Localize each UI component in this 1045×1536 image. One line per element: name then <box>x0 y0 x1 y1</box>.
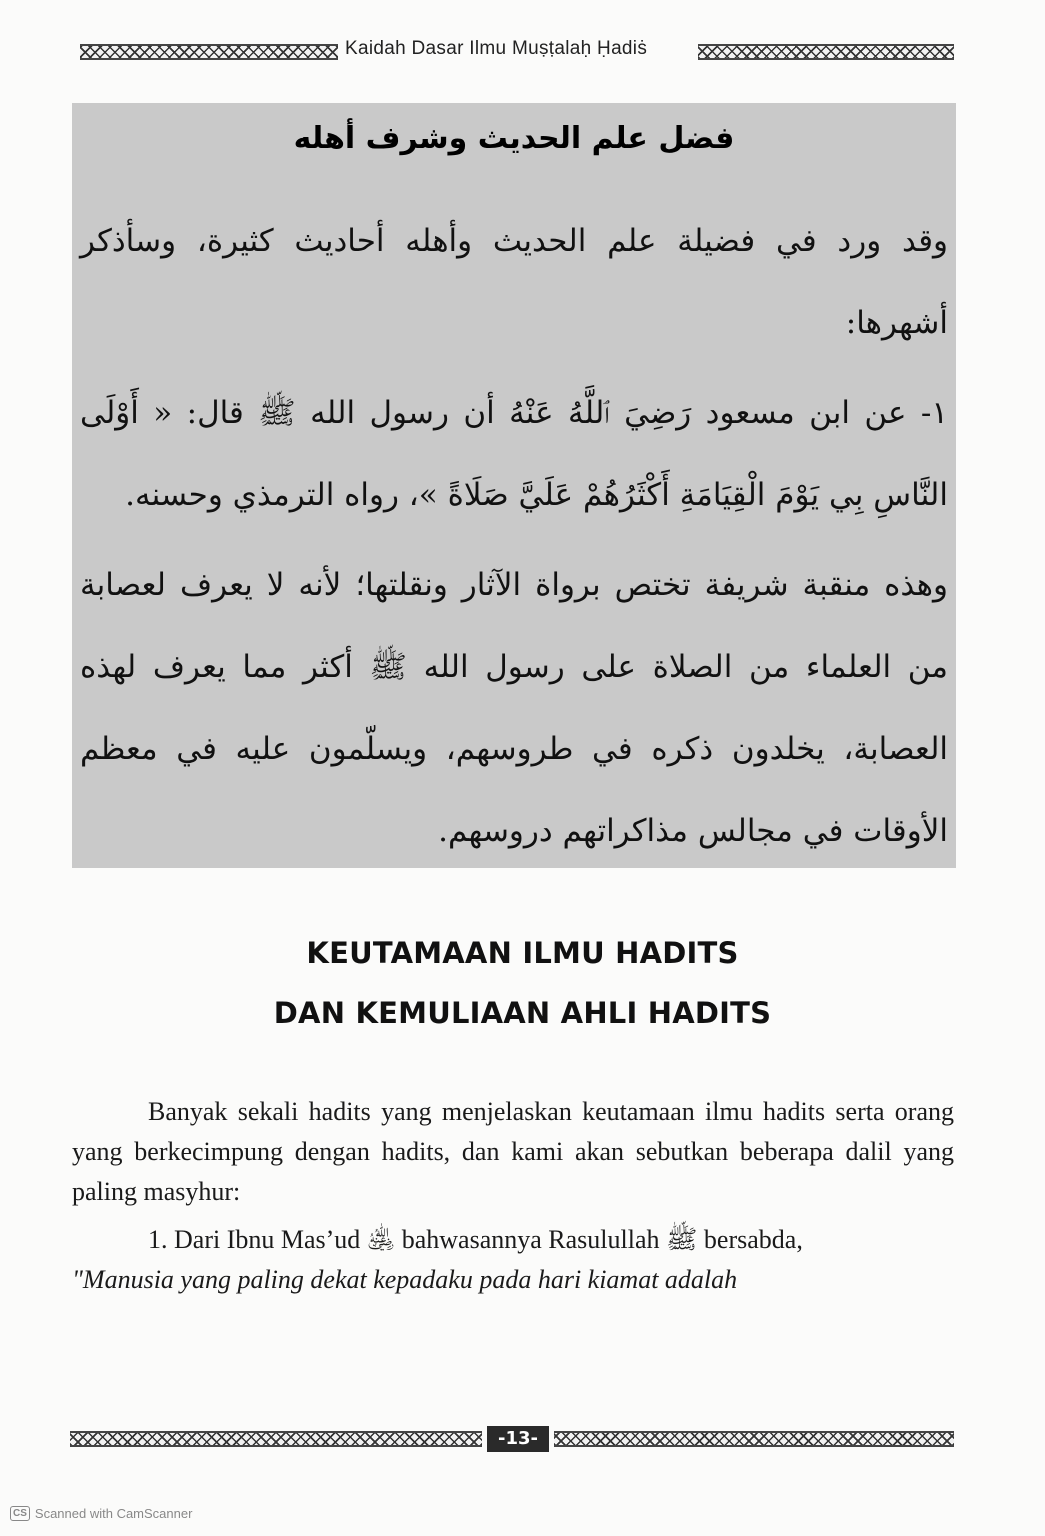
body-paragraph-2: 1. Dari Ibnu Mas’ud ﵁ bahwasannya Rasulullah ﷺ bersabda, <box>148 1225 803 1254</box>
header-ornament-left <box>80 44 338 60</box>
camscanner-logo-icon: CS <box>10 1506 30 1521</box>
section-heading-line-2: DAN KEMULIAAN AHLI HADITS <box>273 996 772 1030</box>
arabic-paragraph-2: ١- عن ابن مسعود رَضِيَ ٱللَّهُ عَنْهُ أن رسول الله ﷺ قال: « أَوْلَى النَّاسِ بِي يَوْمَ الْقِيَامَةِ أَكْثَرُهُمْ عَلَيَّ صَلَاةً »، رواه الترمذي وحسنه. <box>80 395 948 513</box>
footer-ornament-left <box>70 1431 482 1447</box>
section-heading-line-1: KEUTAMAAN ILMU HADITS <box>306 936 739 970</box>
arabic-paragraph-3: وهذه منقبة شريفة تختص برواة الآثار ونقلتها؛ لأنه لا يعرف لعصابة من العلماء من الصلاة على رسول الله ﷺ أكثر مما يعرف لهذه العصابة، يخلدون ذكره في طروسهم، ويسلّمون عليه في معظم الأوقات في مجالس مذاكراتهم دروسهم. <box>80 567 948 849</box>
body-paragraph-1: Banyak sekali hadits yang menjelaskan keutamaan ilmu hadits serta orang yang berkecimpung dengan hadits, dan kami akan sebutkan beberapa dalil yang paling masyhur: <box>72 1097 954 1206</box>
hadith-quote: "Manusia yang paling dekat kepadaku pada hari kiamat adalah <box>72 1265 738 1294</box>
footer-ornament-right <box>554 1431 954 1447</box>
indonesian-body <box>72 1092 954 1300</box>
arabic-text-block <box>72 103 956 868</box>
running-header-title: Kaidah Dasar Ilmu Muṣṭalaḥ Ḥadiṡ <box>345 38 648 59</box>
arabic-paragraph-1: وقد ورد في فضيلة علم الحديث وأهله أحاديث كثيرة، وسأذكر أشهرها: <box>80 223 949 341</box>
arabic-heading: فضل علم الحديث وشرف أهله <box>293 121 735 156</box>
page-number: -13- <box>487 1426 549 1452</box>
scanner-watermark-text: Scanned with CamScanner <box>34 1506 193 1521</box>
scanner-watermark <box>10 1506 192 1521</box>
header-ornament-right <box>698 44 954 60</box>
